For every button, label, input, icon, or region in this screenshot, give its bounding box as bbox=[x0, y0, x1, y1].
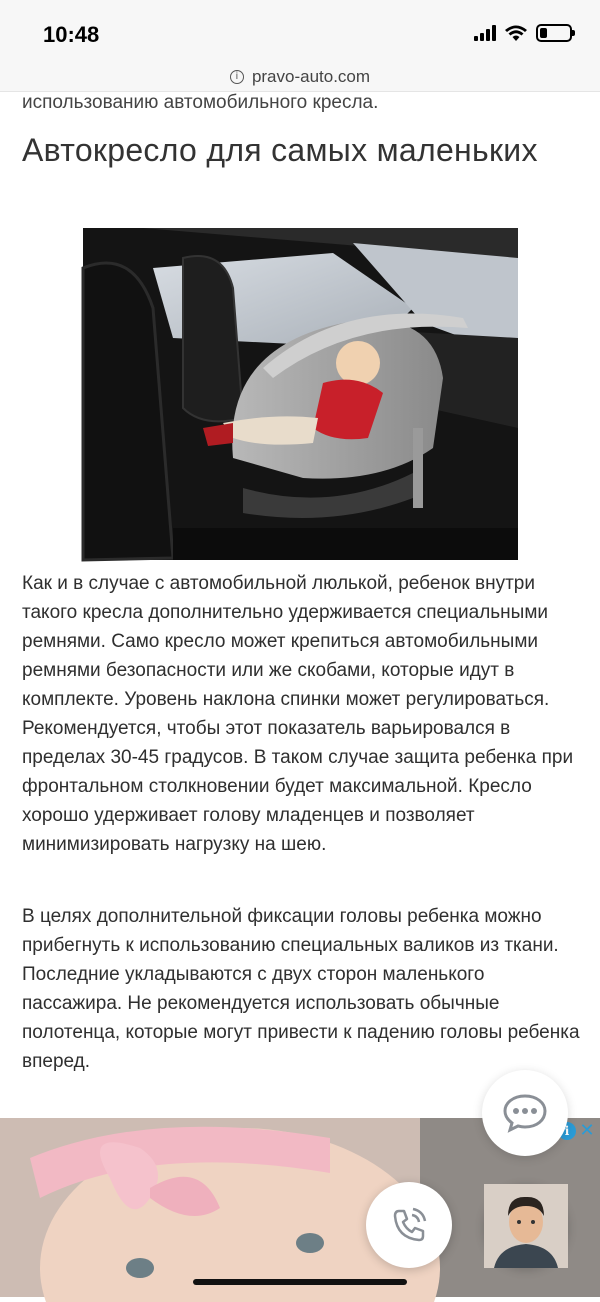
site-info-icon[interactable]: i bbox=[230, 70, 244, 84]
status-bar bbox=[0, 0, 600, 62]
ad-close-icon[interactable]: ✕ bbox=[579, 1120, 595, 1141]
clock: 10:48 bbox=[43, 22, 100, 47]
status-icons bbox=[474, 24, 572, 42]
cut-off-text: использованию автомобильного кресла. bbox=[22, 92, 379, 113]
chat-button[interactable] bbox=[482, 1070, 568, 1156]
car-seat-photo bbox=[83, 228, 518, 560]
home-indicator[interactable] bbox=[193, 1279, 407, 1285]
article-paragraph: В целях дополнительной фиксации головы ребенка можно прибегнуть к использованию специальных валиков из ткани. Последние укладываются с двух сторон маленького пассажира. Не рекомендуется использовать обычные полотенца, которые могут привести к падению головы ребенка вперед. bbox=[22, 906, 580, 1072]
ad-info-icon[interactable]: i bbox=[558, 1122, 576, 1140]
chat-bubble-icon bbox=[502, 1093, 548, 1133]
wifi-icon bbox=[504, 24, 528, 42]
phone-call-icon bbox=[387, 1203, 431, 1247]
battery-icon bbox=[536, 24, 572, 42]
article-paragraph: Как и в случае с автомобильной люлькой, ребенок внутри такого кресла дополнительно удерживается специальными ремнями. Само кресло может крепиться автомобильными ремнями безопасности или же скобами, которые идут в комплекте. Уровень наклона спинки может регулироваться. Рекомендуется, чтобы этот показатель варьировался в пределах 30-45 градусов. В таком случае защита ребенка при фронтальном столкновении будет максимальной. Кресло хорошо удерживает голову младенцев и позволяет минимизировать нагрузку на шею. bbox=[22, 573, 574, 855]
cellular-signal-icon bbox=[474, 25, 496, 41]
address-bar[interactable] bbox=[0, 62, 600, 92]
call-button[interactable] bbox=[366, 1182, 452, 1268]
article-heading: Автокресло для самых маленьких bbox=[22, 132, 538, 168]
consultant-avatar[interactable] bbox=[484, 1184, 568, 1268]
url-text[interactable]: pravo-auto.com bbox=[251, 66, 371, 86]
battery-level bbox=[540, 28, 547, 38]
